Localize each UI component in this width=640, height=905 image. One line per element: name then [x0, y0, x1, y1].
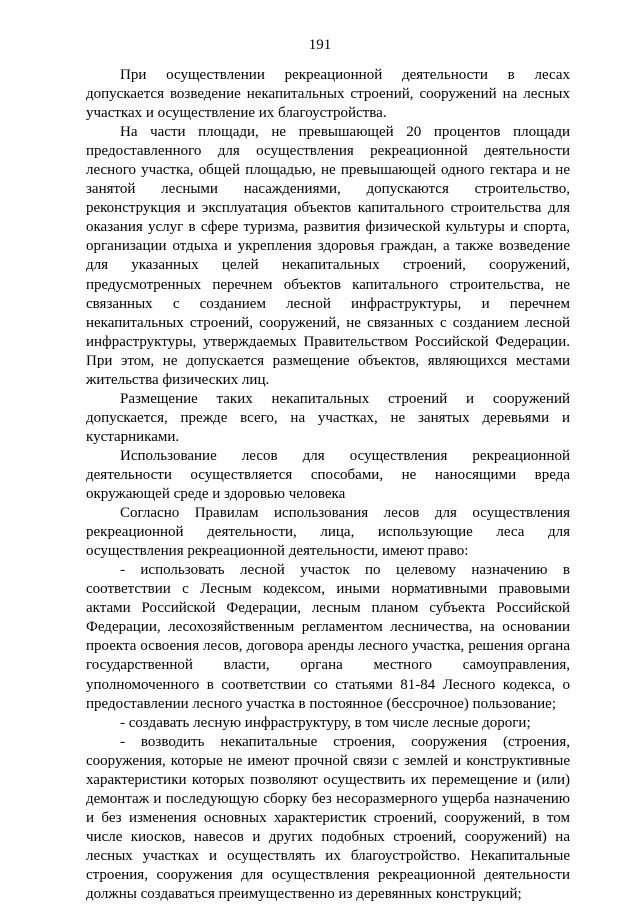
paragraph-placement: Размещение таких некапитальных строений и сооружений допускается, прежде всего, на участках, не занятых деревьями и кустарниками. [86, 390, 570, 445]
paragraph-right-non-capital-structures: - возводить некапитальные строения, сооружения (строения, сооружения, которые не имеют прочной связи с землей и конструктивные характеристики которых позволяют осуществить их перемещение и (или) демонтаж и последующую сборку без несоразмерного ущерба назначению и без изменения основных характеристик строений, сооружений, в том числе киосков, навесов и других подобных строений, сооружений) на лесных участках и осуществлять их благоустройство. Некапитальные строения, сооружения для осуществления рекреационной деятельности должны создаваться преимущественно из деревянных конструкций; [86, 733, 570, 903]
paragraph-rights-intro: Согласно Правилам использования лесов для осуществления рекреационной деятельности, лица, использующие леса для осуществления рекреационной деятельности, имеют право: [86, 505, 570, 560]
paragraph-right-infrastructure: - создавать лесную инфраструктуру, в том числе лесные дороги; [120, 714, 531, 731]
paragraph-recreation-intro: При осуществлении рекреационной деятельности в лесах допускается возведение некапитальных строений, сооружений на лесных участках и осуществление их благоустройства. [86, 67, 570, 122]
paragraph-capital-construction: На части площади, не превышающей 20 процентов площади предоставленного для осуществления рекреационной деятельности лесного участка, общей площадью, не превышающей одного гектара и не занятой лесными насаждениями, допускаются строительство, реконструкция и эксплуатация объектов капитального строительства для оказания услуг в сфере туризма, развития физической культуры и спорта, организации отдыха и укрепления здоровья граждан, а также возведение для указанных целей некапитальных строений, сооружений, предусмотренных перечнем объектов капитального строительства, не связанных с созданием лесной инфраструктуры, и перечнем некапитальных строений, сооружений, не связанных с созданием лесной инфраструктуры, утверждаемых Правительством Российской Федерации. При этом, не допускается размещение объектов, являющихся местами жительства физических лиц. [86, 124, 570, 388]
paragraph-right-use-plot: - использовать лесной участок по целевому назначению в соответствии с Лесным кодексом, иными нормативными правовыми актами Российской Федерации, лесным планом субъекта Российской Федерации, лесохозяйственным регламентом лесничества, на основании проекта освоения лесов, договора аренды лесного участка, решения органа государственной власти, органа местного самоуправления, уполномоченного в соответствии со статьями 81-84 Лесного кодекса, о предоставлении лесного участка в постоянное (бессрочное) пользование; [86, 562, 570, 712]
document-body [86, 66, 570, 904]
page-number: 191 [308, 37, 332, 53]
paragraph-usage-methods: Использование лесов для осуществления рекреационной деятельности осуществляется способами, не наносящими вреда окружающей среде и здоровью человека [86, 447, 570, 503]
